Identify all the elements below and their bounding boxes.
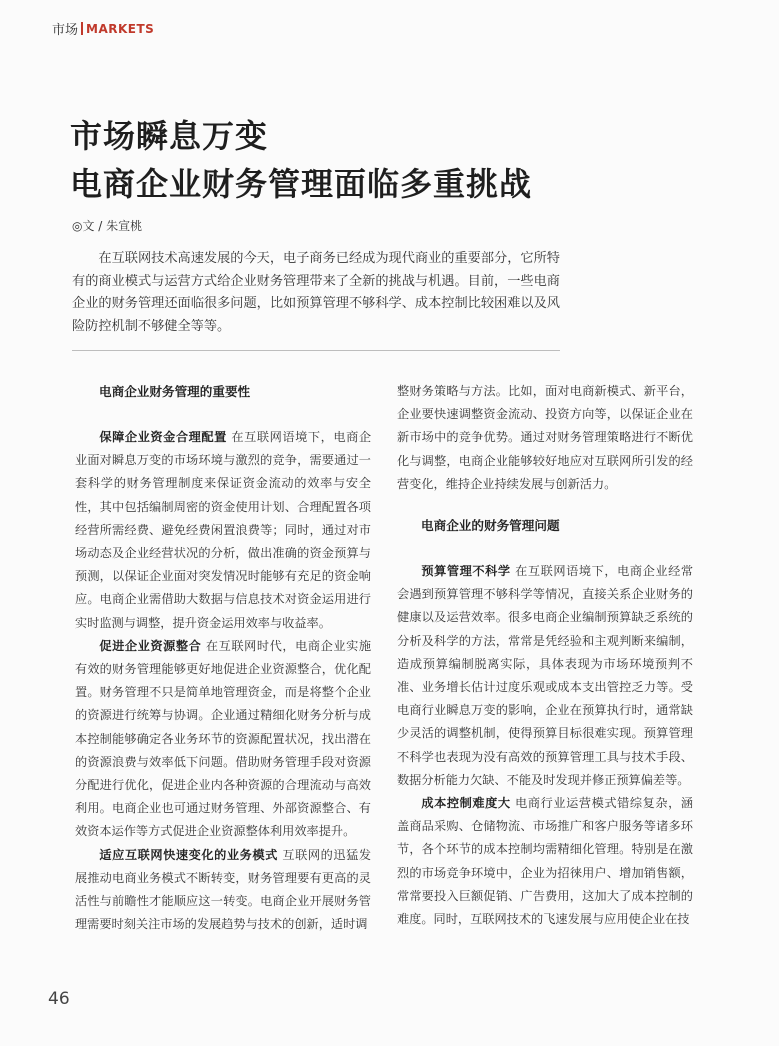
paragraph-lead: 保障企业资金合理配置	[99, 430, 227, 444]
paragraph-text: 电商行业运营模式错综复杂，涵盖商品采购、仓储物流、市场推广和客户服务等诸多环节，各个环节的成本控制均需精细化管理。特别是在激烈的市场竞争环境中，企业为招徕用户、增加销售额，常常要投入巨额促销、广告费用，这加大了成本控制的难度。同时，互联网技术的飞速发展与应用使企业在技	[397, 796, 694, 927]
paragraph-budget-management	[397, 560, 693, 792]
title-line-2: 电商企业财务管理面临多重挑战	[70, 165, 533, 203]
lead-paragraph: 在互联网技术高速发展的今天，电子商务已经成为现代商业的重要部分，它所特有的商业模式与运营方式给企业财务管理带来了全新的挑战与机遇。目前，一些电商企业的财务管理还面临很多问题，比如预算管理不够科学、成本控制比较困难以及风险防控机制不够健全等等。	[72, 251, 560, 334]
section-heading-importance: 电商企业财务管理的重要性	[99, 384, 251, 399]
paragraph-text: 在互联网时代，电商企业实施有效的财务管理能够更好地促进企业资源整合，优化配置。财务管理不只是简单地管理资金，而是将整个企业的资源进行统筹与协调。企业通过精细化财务分析与成本控制能够确定各业务环节的资源配置状况，找出潜在的资源浪费与效率低下问题。借助财务管理手段对资源分配进行优化，促进企业内各种资源的合理流动与高效利用。电商企业也可通过财务管理、外部资源整合、有效资本运作等方式促进企业资源整体利用效率提升。	[75, 638, 372, 839]
page-number: 46	[48, 989, 70, 1009]
paragraph-text: 在互联网语境下，电商企业面对瞬息万变的市场环境与激烈的竞争，需要通过一套科学的财务管理制度来保证资金流动的效率与安全性，其中包括编制周密的资金使用计划、合理配置各项经营所需经费、避免经费闲置浪费等；同时，通过对市场动态及企业经营状况的分析，做出准确的资金预算与预测，以保证企业面对突发情况时能够有充足的资金响应。电商企业需借助大数据与信息技术对资金运用进行实时监测与调整，提升资金运用效率与收益率。	[75, 430, 372, 630]
section-heading-problems: 电商企业的财务管理问题	[421, 518, 560, 534]
paragraph-business-model	[75, 844, 371, 937]
paragraph-cost-control	[397, 792, 693, 931]
paragraph-lead: 成本控制难度大	[421, 796, 511, 811]
byline: ◎文 / 朱宣桃	[72, 219, 143, 233]
paragraph-text: 互联网的迅猛发展推动电商业务模式不断转变，财务管理要有更高的灵活性与前瞻性才能顺应这一转变。电商企业开展财务管理需要时刻关注市场的发展趋势与技术的创新，适时调	[75, 847, 372, 932]
paragraph-resource-integration	[75, 635, 371, 844]
section-header	[52, 19, 154, 38]
right-column	[397, 380, 693, 931]
paragraph-lead: 适应互联网快速变化的业务模式	[99, 847, 278, 862]
paragraph-lead: 促进企业资源整合	[99, 638, 202, 653]
section-divider	[81, 22, 83, 35]
section-name-en: MARKETS	[86, 21, 155, 36]
paragraph-text: 在互联网语境下，电商企业经常会遇到预算管理不够科学等情况，直接关系企业财务的健康以及运营效率。很多电商企业编制预算缺乏系统的分析及科学的方法，常常是凭经验和主观判断来编制，造成预算编制脱离实际，具体表现为市场环境预判不准、业务增长估计过度乐观或成本支出管控乏力等。受电商行业瞬息万变的影响，企业在预算执行时，通常缺少灵活的调整机制，使得预算目标很难实现。预算管理不科学也表现为没有高效的预算管理工具与技术手段、数据分析能力欠缺、不能及时发现并修正预算偏差等。	[397, 564, 694, 787]
left-column	[75, 380, 371, 936]
article-title	[70, 112, 532, 208]
lead-divider	[72, 350, 560, 351]
paragraph-lead: 预算管理不科学	[421, 564, 511, 579]
paragraph-continued: 整财务策略与方法。比如，面对电商新模式、新平台，企业要快速调整资金流动、投资方向等，以保证企业在新市场中的竞争优势。通过对财务管理策略进行不断优化与调整，电商企业能够较好地应对互联网所引发的经营变化，维持企业持续发展与创新活力。	[397, 384, 693, 491]
paragraph-fund-allocation	[75, 426, 371, 635]
title-line-1: 市场瞬息万变	[70, 117, 269, 155]
section-name-cn: 市场	[52, 23, 79, 38]
